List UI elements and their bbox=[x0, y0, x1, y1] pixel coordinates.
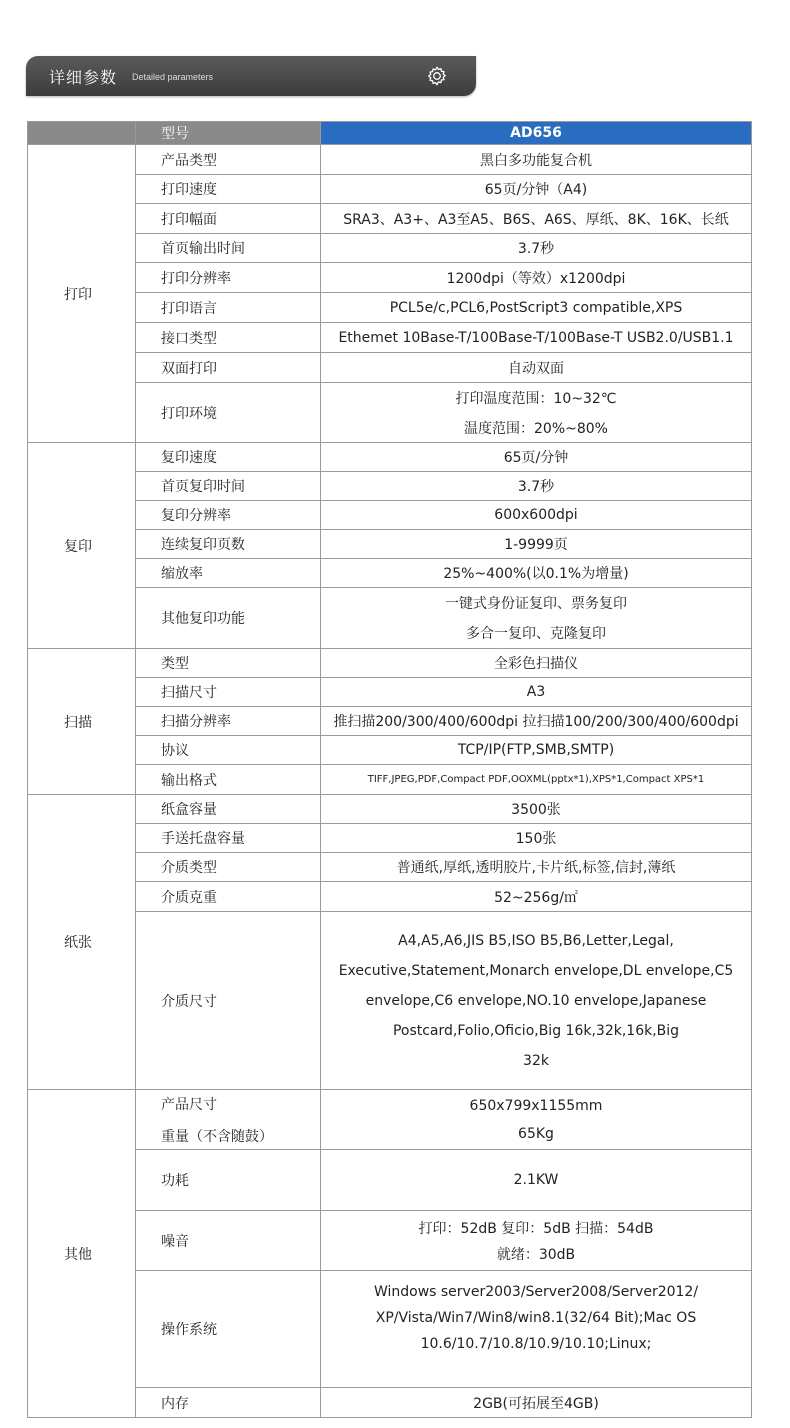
section-header bbox=[26, 56, 476, 96]
table-row bbox=[28, 588, 752, 649]
row-label: 输出格式 bbox=[136, 765, 321, 795]
row-value: 65页/分钟 bbox=[321, 443, 752, 472]
row-label: 产品类型 bbox=[136, 145, 321, 175]
section-title: 详细参数 bbox=[49, 68, 118, 87]
row-value: Windows server2003/Server2008/Server2012/ XP/Vista/Win7/Win8/win8.1(32/64 Bit);Mac OS 10.6/10.7/10.8/10.9/10.10;Linux; bbox=[321, 1271, 752, 1388]
table-row bbox=[28, 472, 752, 501]
table-row bbox=[28, 353, 752, 383]
row-value: 650x799x1155mm 65Kg bbox=[321, 1090, 752, 1150]
table-row bbox=[28, 824, 752, 853]
row-label: 复印速度 bbox=[136, 443, 321, 472]
row-label: 纸盒容量 bbox=[136, 795, 321, 824]
section-subtitle: Detailed parameters bbox=[132, 72, 214, 82]
row-value: 600x600dpi bbox=[321, 501, 752, 530]
table-row bbox=[28, 383, 752, 443]
row-label: 缩放率 bbox=[136, 559, 321, 588]
row-value: 推扫描200/300/400/600dpi 拉扫描100/200/300/400/600dpi bbox=[321, 707, 752, 736]
row-value: 全彩色扫描仪 bbox=[321, 649, 752, 678]
row-label: 打印幅面 bbox=[136, 204, 321, 234]
category-paper: 纸张 bbox=[28, 795, 136, 1090]
row-value: 打印：52dB 复印：5dB 扫描：54dB 就绪：30dB bbox=[321, 1211, 752, 1271]
row-label: 内存 bbox=[136, 1388, 321, 1418]
table-row bbox=[28, 145, 752, 175]
category-copy: 复印 bbox=[28, 443, 136, 649]
row-value: 1-9999页 bbox=[321, 530, 752, 559]
row-value: 65页/分钟（A4) bbox=[321, 175, 752, 204]
row-value: 3500张 bbox=[321, 795, 752, 824]
row-value: Ethemet 10Base-T/100Base-T/100Base-T USB2.0/USB1.1 bbox=[321, 323, 752, 353]
header-blank bbox=[28, 122, 136, 145]
table-row bbox=[28, 912, 752, 1090]
table-row bbox=[28, 882, 752, 912]
model-name: AD656 bbox=[321, 122, 752, 145]
table-header-row bbox=[28, 122, 752, 145]
row-label: 扫描分辨率 bbox=[136, 707, 321, 736]
table-row bbox=[28, 1150, 752, 1211]
table-row bbox=[28, 1388, 752, 1418]
table-row bbox=[28, 853, 752, 882]
row-value: 3.7秒 bbox=[321, 234, 752, 263]
row-label: 打印环境 bbox=[136, 383, 321, 443]
row-label: 噪音 bbox=[136, 1211, 321, 1271]
table-row bbox=[28, 765, 752, 795]
row-value: 一键式身份证复印、票务复印 多合一复印、克隆复印 bbox=[321, 588, 752, 649]
row-label: 功耗 bbox=[136, 1150, 321, 1211]
table-row bbox=[28, 323, 752, 353]
row-value: SRA3、A3+、A3至A5、B6S、A6S、厚纸、8K、16K、长纸 bbox=[321, 204, 752, 234]
table-row bbox=[28, 736, 752, 765]
table-row bbox=[28, 1211, 752, 1271]
row-value: A3 bbox=[321, 678, 752, 707]
row-value: TCP/IP(FTP,SMB,SMTP) bbox=[321, 736, 752, 765]
row-label: 介质克重 bbox=[136, 882, 321, 912]
row-value: 1200dpi（等效）x1200dpi bbox=[321, 263, 752, 293]
table-row bbox=[28, 1090, 752, 1150]
row-label: 打印语言 bbox=[136, 293, 321, 323]
category-other: 其他 bbox=[28, 1090, 136, 1418]
row-label: 连续复印页数 bbox=[136, 530, 321, 559]
row-value: 普通纸,厚纸,透明胶片,卡片纸,标签,信封,薄纸 bbox=[321, 853, 752, 882]
gear-icon[interactable] bbox=[426, 65, 448, 87]
row-value: PCL5e/c,PCL6,PostScript3 compatible,XPS bbox=[321, 293, 752, 323]
spec-table bbox=[27, 121, 752, 1418]
table-row bbox=[28, 263, 752, 293]
table-row bbox=[28, 649, 752, 678]
row-label: 首页输出时间 bbox=[136, 234, 321, 263]
row-value: 2.1KW bbox=[321, 1150, 752, 1211]
row-value: 150张 bbox=[321, 824, 752, 853]
row-value: 自动双面 bbox=[321, 353, 752, 383]
table-row bbox=[28, 293, 752, 323]
table-row bbox=[28, 795, 752, 824]
row-label: 操作系统 bbox=[136, 1271, 321, 1388]
row-label: 类型 bbox=[136, 649, 321, 678]
row-value: 3.7秒 bbox=[321, 472, 752, 501]
table-row bbox=[28, 530, 752, 559]
row-label: 双面打印 bbox=[136, 353, 321, 383]
row-label: 产品尺寸 重量（不含随鼓） bbox=[136, 1090, 321, 1150]
table-row bbox=[28, 443, 752, 472]
table-row bbox=[28, 204, 752, 234]
table-row bbox=[28, 707, 752, 736]
category-scan: 扫描 bbox=[28, 649, 136, 795]
row-label: 接口类型 bbox=[136, 323, 321, 353]
row-label: 扫描尺寸 bbox=[136, 678, 321, 707]
table-row bbox=[28, 559, 752, 588]
row-label: 协议 bbox=[136, 736, 321, 765]
row-label: 首页复印时间 bbox=[136, 472, 321, 501]
row-value: 打印温度范围：10~32℃ 温度范围：20%~80% bbox=[321, 383, 752, 443]
row-label: 介质类型 bbox=[136, 853, 321, 882]
row-value: 2GB(可拓展至4GB) bbox=[321, 1388, 752, 1418]
table-row bbox=[28, 234, 752, 263]
table-row bbox=[28, 501, 752, 530]
row-label: 打印速度 bbox=[136, 175, 321, 204]
row-label: 其他复印功能 bbox=[136, 588, 321, 649]
row-label: 手送托盘容量 bbox=[136, 824, 321, 853]
row-value: 52~256g/㎡ bbox=[321, 882, 752, 912]
row-label: 打印分辨率 bbox=[136, 263, 321, 293]
table-row bbox=[28, 1271, 752, 1388]
row-value: 黑白多功能复合机 bbox=[321, 145, 752, 175]
table-row bbox=[28, 175, 752, 204]
header-label: 型号 bbox=[136, 122, 321, 145]
row-value: 25%~400%(以0.1%为增量) bbox=[321, 559, 752, 588]
row-value: TIFF,JPEG,PDF,Compact PDF,OOXML(pptx*1),XPS*1,Compact XPS*1 bbox=[321, 765, 752, 795]
row-value: A4,A5,A6,JIS B5,ISO B5,B6,Letter,Legal, Executive,Statement,Monarch envelope,DL envelope,C5 envelope,C6 envelope,NO.10 envelope,Japanese Postcard,Folio,Oficio,Big 16k,32k,16k,Big 32k bbox=[321, 912, 752, 1090]
row-label: 复印分辨率 bbox=[136, 501, 321, 530]
category-print: 打印 bbox=[28, 145, 136, 443]
row-label: 介质尺寸 bbox=[136, 912, 321, 1090]
table-row bbox=[28, 678, 752, 707]
